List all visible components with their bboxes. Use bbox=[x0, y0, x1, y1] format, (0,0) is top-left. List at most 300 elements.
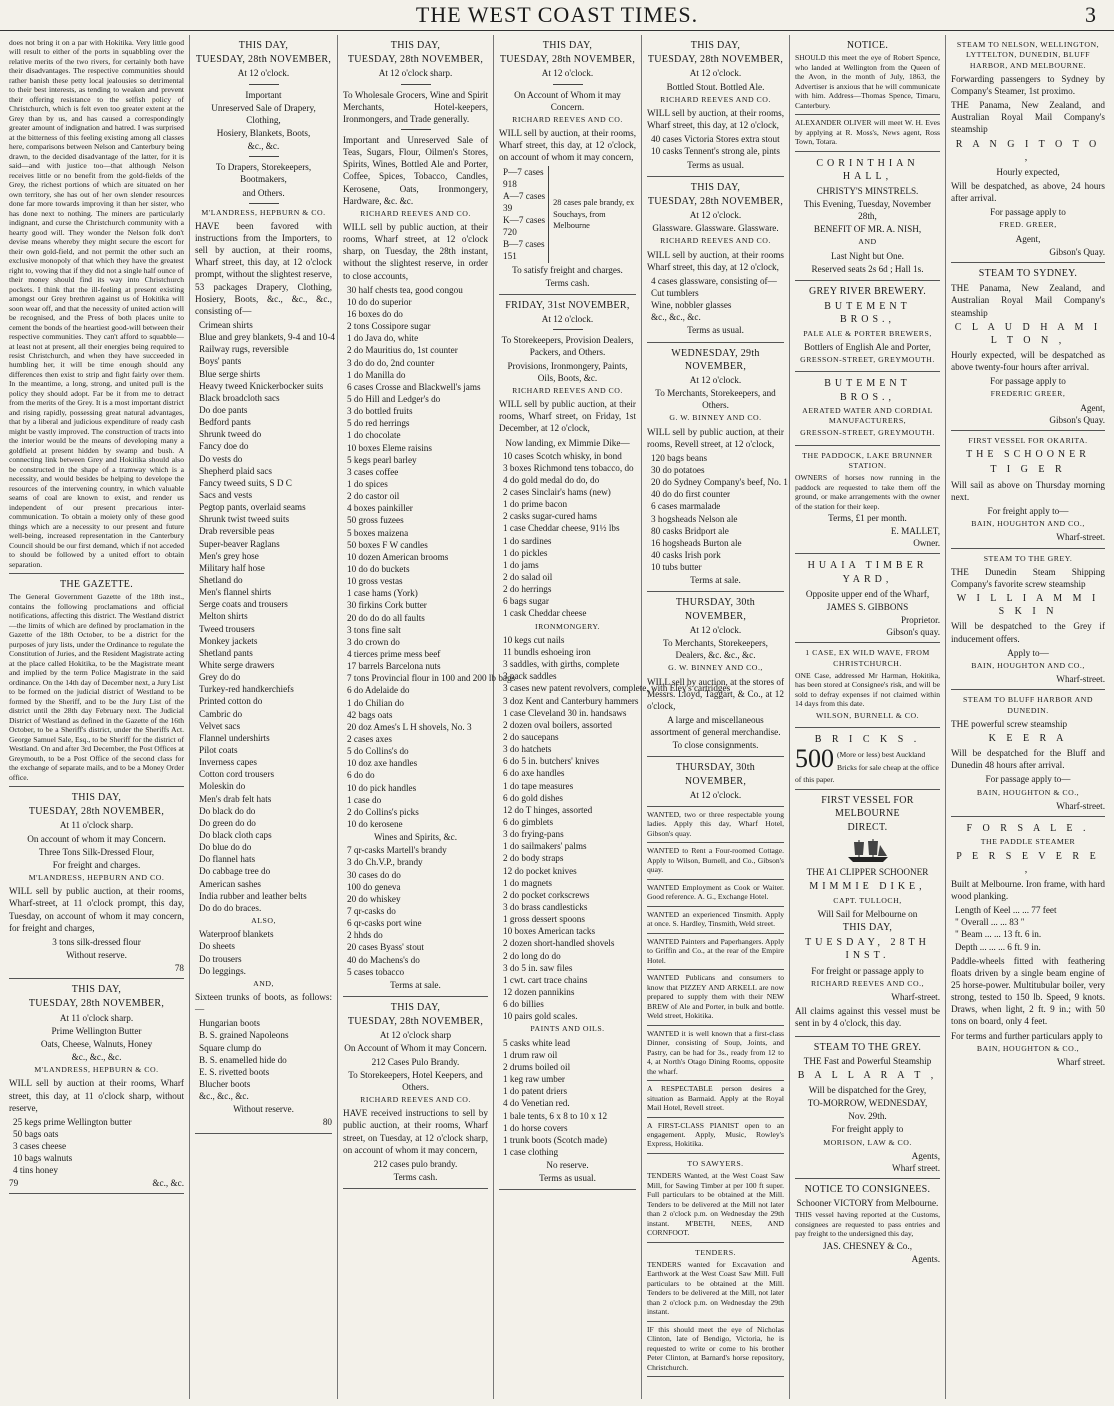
list-item: Do vests do bbox=[199, 453, 243, 464]
list-item: 1 do prime bacon bbox=[503, 499, 568, 510]
list-item: 50 bags oats bbox=[13, 1128, 59, 1139]
ad-subheading: THE PADDLE STEAMER bbox=[980, 837, 1076, 847]
list-item: Shrunk twist tweed suits bbox=[199, 514, 290, 525]
butter-auction-ad bbox=[9, 979, 184, 1193]
column-7 bbox=[946, 35, 1110, 1399]
list-item: 17 barrels Barcelona nuts bbox=[347, 661, 441, 672]
ad-line: AERATED WATER AND CORDIAL MANUFACTURERS, bbox=[802, 405, 933, 425]
list-item: 1 case Cheddar cheese, 91½ lbs bbox=[503, 523, 620, 534]
list-item: 1 do Chilian do bbox=[347, 697, 404, 708]
list-item: 80 casks Bridport ale bbox=[651, 525, 729, 536]
list-item: 2 do body straps bbox=[503, 853, 564, 864]
ad-line: THE Fast and Powerful Steamship bbox=[803, 1055, 932, 1066]
ad-heading: THIS DAY, bbox=[238, 40, 289, 51]
list-item: Shetland pants bbox=[199, 647, 253, 658]
ad-heading: THIS DAY, bbox=[390, 1001, 441, 1013]
page-number: 3 bbox=[1085, 2, 1096, 27]
ad-line: Wharf-street. bbox=[1056, 532, 1105, 543]
list-item: 3 cases coffee bbox=[347, 466, 399, 477]
ad-heading: B R I C K S . bbox=[814, 734, 921, 746]
ad-line: For freight or passage apply to bbox=[811, 965, 924, 976]
list-item: Blucher boots bbox=[199, 1079, 251, 1090]
list-item: 1 do Java do, white bbox=[347, 333, 419, 344]
list-item: 3 hogsheads Nelson ale bbox=[651, 513, 738, 524]
ad-line: For passage apply to bbox=[990, 376, 1066, 387]
list-item: 2 do saucepans bbox=[503, 732, 559, 743]
ad-line: Bottlers of English Ale and Porter, bbox=[804, 341, 931, 352]
ad-line: AND bbox=[858, 237, 877, 247]
list-item: 10 boxes Eleme raisins bbox=[347, 442, 432, 453]
ad-heading: STEAM TO NELSON, WELLINGTON, LYTTELTON, DUNEDIN, BLUFF HARBOR, AND MELBOURNE. bbox=[956, 40, 1100, 70]
ad-subheading: DIRECT. bbox=[847, 822, 888, 834]
agent-name: RICHARD REEVES AND CO., bbox=[810, 978, 925, 988]
list-item: Military half hose bbox=[199, 562, 265, 573]
list-item: Cut tumblers bbox=[651, 288, 699, 298]
list-item: 1 do sardines bbox=[503, 535, 552, 546]
auctioneer-name: RICHARD REEVES AND CO. bbox=[512, 114, 623, 124]
divider bbox=[249, 156, 279, 157]
list-item: 3 doz Kent and Canterbury hammers bbox=[503, 695, 639, 706]
ad-line: &c., &c., &c. bbox=[71, 1052, 122, 1062]
list-item: Super-beaver Raglans bbox=[199, 538, 280, 549]
ad-reserve: Without reserve. bbox=[233, 1104, 294, 1115]
auctioneer-name: G. W. BINNEY AND CO. bbox=[669, 413, 762, 423]
agent-name: BAIN, HOUGHTON AND CO., bbox=[971, 519, 1085, 529]
ad-body: OWNERS of horses now running in the paddock are requested to take them off the ground, or make arrangements with the owner of the station for their keep. bbox=[795, 473, 940, 511]
keera-ad bbox=[951, 690, 1105, 817]
list-item: White serge drawers bbox=[199, 659, 275, 670]
ad-subheading: IRONMONGERY. bbox=[535, 621, 600, 631]
item-list bbox=[195, 1017, 332, 1102]
ad-line: Important and Unreserved Sale of Teas, Sugars, Flour, Oilmen's Stores, Spirits, Wines, Bottled Ale and Porter, Coffee, Spices, Tobacco, Candles, Kerosene, Oats, Ironmongery, Hardware, &c. &c. bbox=[343, 134, 488, 206]
clinton-notice bbox=[647, 1322, 784, 1377]
ad-subheading: BUTEMENT BROS., bbox=[824, 301, 911, 326]
divider bbox=[249, 84, 279, 85]
ad-body: ONE Case, addressed Mr Harman, Hokitika, has been stored at Consignee's risk, and will be sold to defray expenses if not claimed within 14 days from this date. bbox=[795, 670, 940, 709]
mark-item: B—7 cases bbox=[503, 239, 545, 250]
list-item: Hungarian boots bbox=[199, 1018, 260, 1029]
list-item: 1 do pickles bbox=[503, 547, 548, 558]
ad-line: Hourly expected, bbox=[996, 166, 1060, 177]
agent-name: MORISON, LAW & CO. bbox=[823, 1137, 912, 1147]
ad-item: 3 tons silk-dressed flour bbox=[52, 936, 141, 947]
ad-terms: Terms cash. bbox=[393, 1171, 438, 1182]
list-item: Black broadcloth sacs bbox=[199, 392, 280, 403]
ad-subheading: PAINTS AND OILS. bbox=[530, 1024, 605, 1034]
list-item: Cambric do bbox=[199, 708, 243, 719]
item-list bbox=[343, 844, 488, 978]
ad-line: Unreserved Sale of Drapery, Clothing, bbox=[211, 102, 316, 125]
ad-body: Will be despatched for the Bluff and Dunedin 48 hours after arrival. bbox=[951, 748, 1105, 771]
list-item: 2 drums boiled oil bbox=[503, 1061, 571, 1072]
item-list bbox=[647, 275, 784, 324]
ad-heading: FRIDAY, 31st NOVEMBER, bbox=[505, 299, 630, 311]
ad-heading: TENDERS. bbox=[694, 1247, 737, 1257]
masthead bbox=[0, 0, 1114, 31]
list-item: Shetland do bbox=[199, 575, 243, 585]
ad-body: ALEXANDER OLIVER will meet W. H. Eves by applying at R. Moss's, News agent, Ross Town, Totara. bbox=[795, 118, 940, 147]
list-item: Fancy tweed suits, S D C bbox=[199, 477, 292, 488]
ad-time: At 12 o'clock. bbox=[689, 68, 742, 79]
ad-body: All claims against this vessel must be sent in by 4 o'clock, this day. bbox=[795, 1006, 940, 1029]
list-item: Do flannel hats bbox=[199, 854, 256, 865]
list-item: 30 half chests tea, good congou bbox=[347, 284, 463, 295]
ad-body: THE Panama, New Zealand, and Australian Royal Mail Company's steamship bbox=[951, 283, 1105, 318]
ad-line: GRESSON-STREET, GREYMOUTH. bbox=[800, 428, 935, 438]
auctioneer-name: RICHARD REEVES AND CO. bbox=[360, 1095, 471, 1104]
gazette-text: The General Government Gazette of the 18th inst., contains the following proclamations and official notifications, affecting this district. The Westland district—the limits of which are defined by proclamation in the Gazette of the 18th October, to be a district for the purposes of jury lists, under the Ordinance to regulate the Constitution of Juries, and the Resident Magistrate acting at the place called Hokitika, to be the Magistrate meant and implied by the term Police Magistrate in the said ordinance. On the 14th day of December next, a Jury List to be formed on the judicial district of Westland to be formed by the Sheriff, and to be the Jury List of the district until the 28th day February next. The Judicial District of Westland as defined in the Gazette of the 16th October, to be a Sheriff's district, under the Sheriffs Act. George Samuel Sale, Esq., to be Sheriff for the district of Westland. On and after 3rd December, the Post Offices at Greymouth, to be a Post Office of the second class for the exchange of separate mails, and to be a Money Order office. bbox=[9, 592, 184, 782]
ad-line: For freight apply to bbox=[831, 1124, 904, 1135]
list-item: 1 cask Cheddar cheese bbox=[503, 608, 587, 619]
ad-heading: THURSDAY, 30th NOVEMBER, bbox=[675, 762, 756, 787]
ad-body: WILL sell by public auction, at their rooms, Wharf street, at 12 o'clock sharp, on Tuesday, the 28th instant, without the slightest reserve, in order to close accounts, bbox=[343, 222, 488, 281]
ad-date: TUESDAY, 28th NOVEMBER, bbox=[647, 54, 784, 66]
ad-line: For passage apply to— bbox=[985, 774, 1071, 785]
list-item: Men's drab felt hats bbox=[199, 793, 272, 804]
ad-line: GRESSON-STREET, GREYMOUTH. bbox=[800, 355, 935, 365]
list-item: 3 do hatchets bbox=[503, 744, 552, 755]
list-item: Shrunk tweed do bbox=[199, 429, 262, 440]
ad-time: At 12 o'clock. bbox=[689, 374, 742, 385]
ad-line: BENEFIT OF MR. A. NISH, bbox=[813, 224, 922, 235]
ad-heading: FIRST VESSEL FOR MELBOURNE bbox=[821, 794, 914, 819]
ad-line: Proprietor. bbox=[900, 615, 940, 626]
item-list bbox=[499, 450, 636, 620]
wanted-ad: WANTED Publicans and consumers to know that PIZZEY AND ARKELL are now prepared to supply them with their NEW BREW of Ale and Porter, in bulk and bottle. Weld street, Hokitika. bbox=[647, 970, 784, 1025]
list-item: Waterproof blankets bbox=[199, 929, 274, 940]
minstrels-ad bbox=[795, 152, 940, 282]
list-item: 120 bags beans bbox=[651, 452, 708, 463]
wanted-ad: A FIRST-CLASS PIANIST open to an engagement. Apply, Music, Rowley's Express, Hokitika. bbox=[647, 1118, 784, 1154]
list-item: 3 do crown do bbox=[347, 636, 400, 647]
item-list bbox=[195, 928, 332, 977]
list-item: 2 do Mauritius do, 1st counter bbox=[347, 345, 458, 356]
ad-line: Agents. bbox=[911, 1254, 940, 1265]
list-item: Do blue do do bbox=[199, 842, 252, 853]
miskin-ad bbox=[951, 549, 1105, 691]
list-item: Grey do do bbox=[199, 672, 241, 683]
ad-line: Owner. bbox=[913, 538, 940, 549]
ad-signature: WILSON, BURNELL & CO. bbox=[815, 710, 920, 720]
ad-line: Prime Wellington Butter bbox=[51, 1025, 142, 1036]
brewery-ad bbox=[795, 281, 940, 372]
ad-heading: THIS DAY, bbox=[690, 181, 741, 193]
list-item: 6 cases Crosse and Blackwell's jams bbox=[347, 381, 481, 392]
ad-body: WILL sell by auction, at the stores of Messrs. Lloyd, Taggart, & Co., at 12 o'clock, bbox=[647, 676, 784, 711]
wanted-ad: WANTED an experienced Tinsmith. Apply at once. S. Hardley, Tinsmith, Weld street. bbox=[647, 907, 784, 934]
list-item: 6 cases marmalade bbox=[651, 501, 721, 512]
ad-footer: &c., &c. bbox=[152, 1177, 184, 1188]
list-item: 10 do do superior bbox=[347, 296, 412, 307]
list-item: 10 do pick handles bbox=[347, 782, 417, 793]
list-item: 1 do spices bbox=[347, 479, 388, 490]
ad-heading: THIS DAY, bbox=[690, 40, 741, 51]
ad-heading: CORINTHIAN HALL, bbox=[816, 157, 919, 182]
ad-date: TUESDAY, 28th NOVEMBER, bbox=[28, 998, 165, 1010]
ad-body: THIS vessel having reported at the Customs, consignees are requested to pass entries and pay freight to the undersigned this day, bbox=[795, 1210, 940, 1239]
list-item: 1 gross dessert spoons bbox=[503, 914, 585, 925]
mark-item: 720 bbox=[503, 227, 517, 238]
list-item: 40 do do first counter bbox=[651, 489, 731, 500]
list-item: Bedford pants bbox=[199, 417, 251, 428]
ad-body: IF this should meet the eye of Nicholas Clinton, late of Bendigo, Victoria, he is requested to write or come to his brother Peter Clinton, at Barnard's horse repository, Christchurch. bbox=[647, 1324, 784, 1372]
list-item: 1 case do bbox=[347, 794, 382, 805]
ad-line: Last Night but One. bbox=[831, 250, 904, 261]
ad-heading: F O R S A L E . bbox=[966, 823, 1090, 835]
ad-body: (More or less) best Auckland Bricks for sale cheap at the office of this paper. bbox=[795, 750, 939, 784]
list-item: Boys' pants bbox=[199, 356, 242, 367]
list-item: 4 cases glassware, consisting of— bbox=[651, 275, 777, 286]
ad-line: On Account of Whom it may Concern. bbox=[344, 1043, 487, 1054]
list-item: 12 do pocket knives bbox=[503, 865, 577, 876]
list-item: 3 cases cheese bbox=[13, 1141, 67, 1152]
ad-signature: E. MALLET, bbox=[890, 526, 940, 537]
ad-line: Wharf street. bbox=[892, 1163, 940, 1173]
list-item: E. S. rivetted boots bbox=[199, 1066, 270, 1077]
list-item: 10 tubs butter bbox=[651, 562, 702, 573]
list-item: Wine, nobbler glasses bbox=[651, 300, 732, 311]
list-item: 3 saddles, with girths, complete bbox=[503, 659, 620, 670]
ad-heading: STEAM TO BLUFF HARBOR AND DUNEDIN. bbox=[962, 695, 1094, 715]
brand-marks bbox=[499, 166, 636, 263]
list-item: Crimean shirts bbox=[199, 320, 253, 331]
ad-body: WILL sell by public auction, at their rooms, Wharf street, on Friday, 1st December, at 12 o'clock, bbox=[499, 399, 636, 434]
list-item: Pegtop pants, overlaid seams bbox=[199, 502, 306, 513]
list-item: 12 dozen pannikins bbox=[503, 986, 575, 997]
consignees-notice bbox=[795, 1179, 940, 1269]
ad-line: JAMES S. GIBBONS bbox=[826, 601, 909, 612]
ad-line: To Drapers, Storekeepers, Bootmakers, bbox=[215, 162, 312, 185]
list-item: 2 dozen oval boilers, assorted bbox=[503, 719, 612, 730]
list-item: Turkey-red handkerchiefs bbox=[199, 684, 294, 695]
list-item: 40 casks Irish pork bbox=[651, 550, 721, 561]
ad-heading: NOTICE TO CONSIGNEES. bbox=[804, 1184, 931, 1196]
list-item: 6 do Adelaide do bbox=[347, 685, 410, 696]
wild-wave-case-ad bbox=[795, 643, 940, 728]
ad-line: For freight apply to— bbox=[987, 505, 1069, 516]
list-item: Melton shirts bbox=[199, 611, 248, 622]
ad-body: Will be despatched, as above, 24 hours after arrival. bbox=[951, 181, 1105, 204]
list-item: Sacs and vests bbox=[199, 490, 253, 501]
ad-heading: TO SAWYERS. bbox=[687, 1158, 744, 1168]
mark-item: P—7 cases bbox=[503, 166, 544, 177]
list-item: India rubber and leather belts bbox=[199, 890, 307, 901]
list-item: 20 do Sydney Company's beef, No. 1 bbox=[651, 477, 788, 488]
ad-heading: THIS DAY, bbox=[390, 40, 441, 51]
list-item: 6 do axe handles bbox=[503, 768, 565, 779]
ad-line: Wharf-street. bbox=[1056, 674, 1105, 685]
ad-line: Wharf-street. bbox=[1056, 800, 1105, 811]
ad-number: 80 bbox=[322, 1117, 332, 1128]
agent-name: FREDERIC GREER, bbox=[990, 389, 1066, 399]
ad-terms: Terms at sale. bbox=[390, 979, 441, 990]
list-item: Do black do do bbox=[199, 805, 256, 816]
list-item: 4 boxes painkiller bbox=[347, 503, 413, 514]
spence-notice bbox=[795, 35, 940, 115]
list-item: Do leggings. bbox=[199, 965, 246, 976]
ad-heading: GREY RIVER BREWERY. bbox=[808, 286, 927, 298]
ad-heading: FIRST VESSEL FOR OKARITA. bbox=[968, 436, 1088, 446]
article-block bbox=[9, 35, 184, 574]
ad-item: 212 cases pulo brandy. bbox=[373, 1158, 458, 1169]
list-item: 40 cases Victoria Stores extra stout bbox=[651, 134, 780, 145]
list-item: 1 do tape measures bbox=[503, 780, 574, 791]
divider bbox=[249, 203, 279, 204]
divider bbox=[401, 129, 431, 130]
wanted-ad: WANTED Employment as Cook or Waiter. Good reference. A. G., Exchange Hotel. bbox=[647, 880, 784, 907]
list-item: 5 do Collins's do bbox=[347, 746, 409, 757]
marks-text: 28 cases pale brandy, ex Souchays, from Melbourne bbox=[553, 198, 635, 230]
list-item: B. S. enamelled hide do bbox=[199, 1054, 287, 1065]
list-item: 2 do castor oil bbox=[347, 491, 400, 502]
ad-heading: STEAM TO THE GREY. bbox=[983, 553, 1073, 563]
vessel-name: R A N G I T O T O , bbox=[955, 138, 1101, 163]
gazette-block bbox=[9, 574, 184, 787]
ad-terms: Terms at sale. bbox=[690, 575, 741, 586]
vessel-name: C L A U D H A M I L T O N , bbox=[954, 321, 1102, 346]
ad-date: TUESDAY, 28th NOVEMBER, bbox=[647, 195, 784, 207]
item-list bbox=[647, 452, 788, 573]
ad-body: WILL sell by public auction, at their rooms, Revell street, at 12 o'clock, bbox=[647, 426, 784, 449]
list-item: Square clump do bbox=[199, 1042, 262, 1053]
list-item: 4 do Venetian red. bbox=[503, 1098, 570, 1109]
list-item: Velvet sacs bbox=[199, 720, 241, 731]
list-item: Shepherd plaid sacs bbox=[199, 465, 272, 476]
list-item: Moleskin do bbox=[199, 781, 246, 792]
ad-date: TUESDAY, 28th NOVEMBER, bbox=[347, 1016, 484, 1028]
list-item: Printed cotton do bbox=[199, 696, 263, 707]
list-item: Men's flannel shirts bbox=[199, 587, 272, 598]
ad-time: At 11 o'clock sharp. bbox=[59, 1012, 134, 1023]
list-item: 10 kegs cut nails bbox=[503, 634, 565, 645]
list-item: Do do do braces. bbox=[199, 902, 262, 913]
ad-line: TUESDAY, 28TH INST. bbox=[805, 937, 930, 962]
ad-number: 79 bbox=[9, 1177, 19, 1188]
ad-line: Provisions, Ironmongery, Paints, Oils, Boots, &c. bbox=[507, 360, 628, 383]
article-text: does not bring it on a par with Hokitika. Very little good will result to either of the ports in squabbling over the relative merits of the two rivers, for certainly both have their disadvantages. The respective communities should rather banish these petty local jealousies so detrimental to their best interests, as tending to weaken and prevent their offering resistance to the selfish policy of Christchurch, which is felt even too greater extent at the Grey than by us, and has caused a correspondingly greater amount of indignation and hatred. I was surprised at the bitterness of this feeling existing among all classes here, comparisons between Nelson and Canterbury being drawn, to the decided disadvantage of the latter, for it is said—and with justice too—that although Nelson receives little or no benefit from the gold-fields of the Grey, the richest portions of which are situated on her own territory, she has out of her own slender resources done far more towards improving it than her sister, who has done next to nothing. The miners are particularly indignant, and curse the Christchurch community with a hearty good will. They wonder the Nelson folk don't devise means whereby they might secure the escort for their own gold-field, and not permit the other such an exclusive monopoly of that which they have the greatest right to, vowing that if they did not a single half ounce of their money should find its way into Christchurch pockets. I think that the ill-feeling at present existing amongst our Grey brethren against us of Hokitika will soon wear off, and that the necessity of united action will be recognised, and the Press of both places unite to cement the bonds of the heartiest good-will between their respective communities. They can't afford to squabble—at least not at present, all their energies being required to resist Christchurch, and when they have succeeded in humbling her, it will be time enough should any differences then exist to strip and fight fairly over them. In the meantime, a long, strong, and united pull is the policy they should adopt. Far be it from me to detract from the merits of the Grey. It is a most important district and rising rapidly, possessing great natural advantages, that by a liberal and judicious expenditure of ready cash might be vastly improved. The construction of tracts into the interior would be the means of developing many a goldfield at present hidden by swamp and bush. A connecting link between Grey and Hokitika should also be constructed in the shape of a tramway which is a necessity, and would besides be helping to develope the resources of the intervening country, in which valuable seams of coal are known to exist, and render us independent of our present precarious inter-communication. To obtain a moiety only of these good things which are a necessity to our present and future well-being, increased representation in the Canterbury Council should be our first demand, which if not acceded to should be followed by a united effort to obtain separation. bbox=[9, 38, 184, 569]
ad-line: For passage apply to bbox=[990, 207, 1066, 218]
ad-subheading: Wines and Spirits, &c. bbox=[373, 832, 458, 843]
bricks-quantity: 500 bbox=[795, 744, 834, 774]
ad-body: Built at Melbourne. Iron frame, with hard wood planking. bbox=[951, 878, 1105, 902]
list-item: 2 do long do do bbox=[503, 950, 561, 961]
ad-terms: Terms as usual. bbox=[539, 1173, 596, 1184]
ad-line: Opposite upper end of the Wharf, bbox=[805, 588, 930, 599]
ad-line: Now landing, ex Mimmie Dike— bbox=[505, 437, 630, 448]
auctioneer-name: RICHARD REEVES AND CO. bbox=[660, 236, 771, 246]
item-list bbox=[499, 1037, 636, 1110]
list-item: 1 bale tents, 6 x 8 to 10 x 12 bbox=[503, 1110, 608, 1121]
list-item: B. S. grained Napoleons bbox=[199, 1030, 289, 1041]
ad-subheading: THE SCHOONER bbox=[966, 449, 1090, 461]
list-item: 10 dozen American brooms bbox=[347, 551, 449, 562]
ad-line: Gibson's Quay. bbox=[1049, 246, 1105, 257]
auctioneer-name: RICHARD REEVES AND CO. bbox=[660, 94, 771, 104]
list-item: 5 casks white lead bbox=[503, 1037, 571, 1048]
ad-body: WILL sell by public auction, at their rooms, Wharf-street, at 11 o'clock prompt, this day, Tuesday, on account of whom it may concern, for freight and charges, bbox=[9, 886, 184, 933]
list-item: 6 bags sugar bbox=[503, 596, 549, 607]
ad-heading: THIS DAY, bbox=[542, 40, 593, 51]
ad-date: TUESDAY, 28th NOVEMBER, bbox=[499, 54, 636, 66]
ad-line: This Evening, Tuesday, November 28th, bbox=[803, 199, 932, 222]
ad-line: Bottled Stout. Bottled Ale. bbox=[666, 81, 765, 92]
list-item: 1 keg raw umber bbox=[503, 1074, 565, 1085]
ad-line: Will be dispatched for the Grey, bbox=[808, 1085, 927, 1096]
list-item: 12 do T hinges, assorted bbox=[503, 804, 593, 815]
list-item: Drab reversible peas bbox=[199, 526, 275, 537]
divider bbox=[553, 84, 583, 85]
list-item: Men's grey hose bbox=[199, 550, 259, 561]
aerated-water-ad bbox=[795, 372, 940, 445]
list-item: 10 gross vestas bbox=[347, 576, 403, 587]
ad-body: TENDERS Wanted, at the West Coast Saw Mill, for Sawing Timber at per 100 ft super. Full particulars to be obtained at the Mill. Tenders to be delivered at the Mill not later than 2 o'clock p.m. on Wednesday the 29th instant. M'BETH, NEES, AND CORNFOOT. bbox=[647, 1171, 784, 1238]
list-item: 6 do do bbox=[347, 770, 375, 781]
list-item: 5 boxes maizena bbox=[347, 527, 409, 538]
ad-body: Will sail as above on Thursday morning next. bbox=[951, 479, 1105, 502]
ad-time: At 12 o'clock. bbox=[541, 314, 594, 325]
vessel-name: T I G E R bbox=[990, 464, 1066, 476]
ad-line: THIS DAY, bbox=[842, 922, 893, 934]
ad-heading: THURSDAY, 30th NOVEMBER, bbox=[675, 597, 756, 622]
ad-heading: THIS DAY, bbox=[71, 984, 122, 996]
ad-line: Nov. 29th. bbox=[848, 1111, 887, 1122]
rangitoto-ad bbox=[951, 35, 1105, 263]
wanted-ad: A RESPECTABLE person desires a situation as Barmaid. Apply at the Royal Mail Hotel, Revell street. bbox=[647, 1081, 784, 1117]
tenders-ad bbox=[647, 1243, 784, 1322]
ad-heading: STEAM TO SYDNEY. bbox=[978, 268, 1078, 280]
vessel-name: P E R S E V E R E , bbox=[956, 850, 1100, 875]
ad-line: Glassware. Glassware. Glassware. bbox=[652, 223, 779, 234]
list-item: 2 cases axes bbox=[347, 733, 392, 744]
ad-date: TUESDAY, 28th NOVEMBER, bbox=[347, 54, 484, 66]
ad-line: Schooner VICTORY from Melbourne. bbox=[796, 1198, 939, 1209]
list-item: 10 cases Scotch whisky, in bond bbox=[503, 450, 622, 461]
ad-terms: Terms as usual. bbox=[687, 159, 744, 170]
timber-yard-ad bbox=[795, 554, 940, 643]
mark-item: 918 bbox=[503, 178, 517, 189]
column-6 bbox=[790, 35, 946, 1399]
list-item: American sashes bbox=[199, 878, 261, 889]
agent-name: BAIN, HOUGHTON AND CO., bbox=[971, 660, 1085, 670]
drapery-auction-ad bbox=[195, 35, 335, 1134]
ballarat-ad bbox=[795, 1037, 940, 1180]
ad-heading: 1 CASE, EX WILD WAVE, FROM CHRISTCHURCH. bbox=[805, 648, 930, 668]
wanted-ad: WANTED Painters and Paperhangers. Apply to Griffin and Co., at the rear of the Empire Hotel. bbox=[647, 934, 784, 970]
column-5 bbox=[642, 35, 790, 1399]
agent-name: FRED. GREER, bbox=[999, 220, 1057, 230]
ad-time: At 12 o'clock. bbox=[237, 68, 290, 79]
list-item: 1 do chocolate bbox=[347, 430, 401, 441]
ad-body: WILL sell by auction, at their rooms Wharf street, this day, at 12 o'clock, bbox=[647, 249, 784, 272]
wanted-ad: WANTED to Rent a Four-roomed Cottage. Apply to Wilson, Burnell, and Co., Gibson's quay. bbox=[647, 843, 784, 879]
list-item: 4 tierces prime mess beef bbox=[347, 648, 441, 659]
flour-auction-ad bbox=[9, 787, 184, 979]
list-item: 2 tons Cossipore sugar bbox=[347, 321, 431, 332]
list-item: 10 bags walnuts bbox=[13, 1153, 73, 1164]
list-item: 10 pairs gold scales. bbox=[503, 1011, 578, 1022]
list-item: 1 case clothing bbox=[503, 1146, 559, 1157]
list-item: Do green do do bbox=[199, 817, 256, 828]
list-item: Serge coats and trousers bbox=[199, 599, 288, 610]
list-item: Do cabbage tree do bbox=[199, 866, 271, 877]
ad-heading: NOTICE. bbox=[846, 40, 889, 51]
ad-line: Gibson's quay. bbox=[886, 627, 940, 638]
list-item: 16 hogsheads Burton ale bbox=[651, 537, 742, 548]
vessel-name: MIMMIE DIKE, bbox=[809, 881, 926, 893]
list-item: 2 hhds do bbox=[347, 930, 383, 941]
ad-date: TUESDAY, 28th NOVEMBER, bbox=[195, 54, 332, 66]
ad-line: and Others. bbox=[242, 187, 285, 198]
